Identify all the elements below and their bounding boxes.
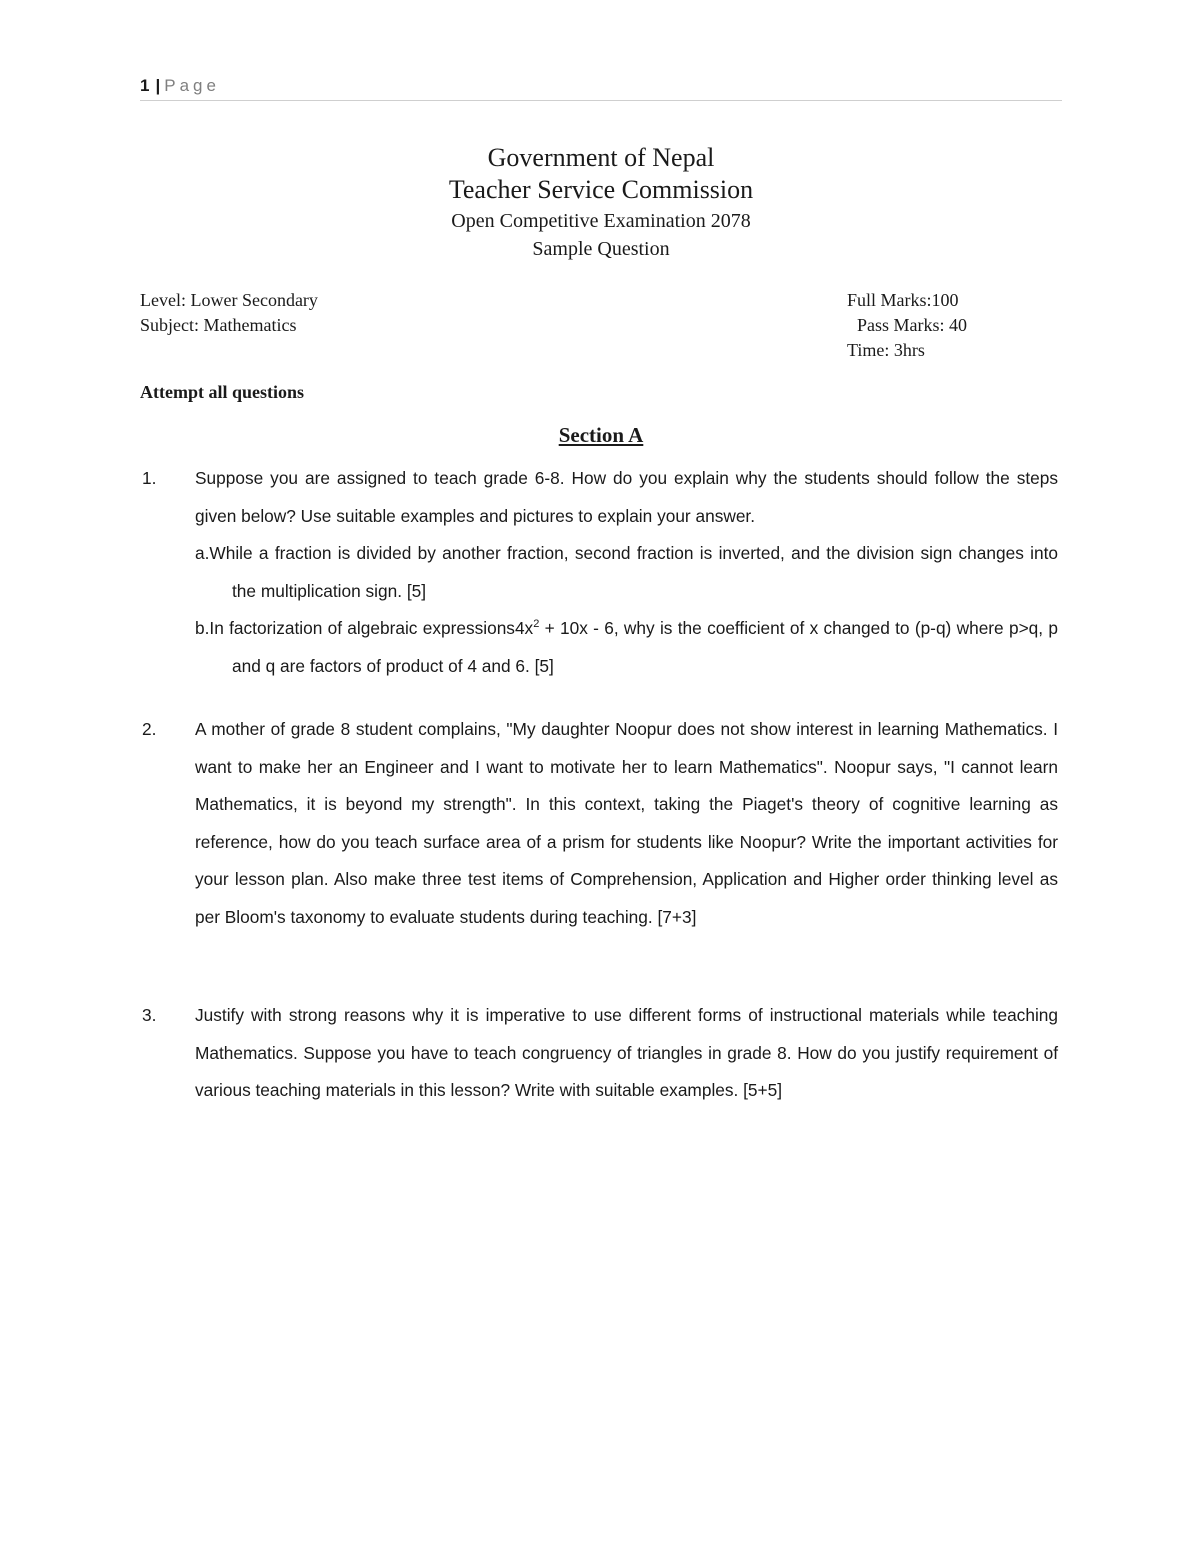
sub-question-b — [195, 610, 1058, 685]
meta-time: Time: 3hrs — [847, 340, 925, 360]
question-3 — [140, 997, 1058, 1110]
meta-level: Level: Lower Secondary — [140, 290, 318, 310]
meta-full-marks: Full Marks:100 — [847, 290, 959, 310]
instruction: Attempt all questions — [140, 382, 305, 402]
question-number: 1. — [142, 468, 157, 488]
question-2 — [140, 711, 1058, 936]
sub-question-a — [195, 535, 1058, 610]
page-separator: | — [155, 76, 161, 95]
page-number: 1 — [140, 76, 150, 95]
sub-question-text: While a fraction is divided by another fraction, second fraction is inverted, and the division sign changes into the multiplication sign. [5] — [209, 543, 1058, 601]
question-number: 2. — [142, 719, 157, 739]
meta-subject: Subject: Mathematics — [140, 315, 297, 335]
title-government: Government of Nepal — [487, 143, 715, 172]
question-text: Justify with strong reasons why it is imperative to use different forms of instructional materials while teaching Mathematics. Suppose you have to teach congruency of triangles in grade 8. How do you justify requirement of various teaching materials in this lesson? Write with suitable examples. [5+5] — [195, 1005, 1058, 1100]
title-commission: Teacher Service Commission — [448, 175, 754, 204]
sub-question-label: b. — [195, 618, 210, 638]
question-1 — [140, 460, 1058, 685]
exponent: 2 — [533, 618, 540, 630]
title-examination: Open Competitive Examination 2078 — [451, 210, 751, 232]
question-text: A mother of grade 8 student complains, "My daughter Noopur does not show interest in learning Mathematics. I want to make her an Engineer and I want to motivate her to learn Mathematics". Noopur says, "I cannot learn Mathematics, it is beyond my strength". In this context, taking the Piaget's theory of cognitive learning as reference, how do you teach surface area of a prism for students like Noopur? Write the important activities for your lesson plan. Also make three test items of Comprehension, Application and Higher order thinking level as per Bloom's taxonomy to evaluate students during teaching. [7+3] — [195, 719, 1058, 927]
question-text: Suppose you are assigned to teach grade 6-8. How do you explain why the students should follow the steps given below? Use suitable examples and pictures to explain your answer. — [195, 468, 1058, 526]
meta-pass-marks: Pass Marks: 40 — [857, 315, 968, 335]
section-heading: Section A — [558, 423, 644, 447]
title-sample-question: Sample Question — [532, 238, 670, 260]
sub-question-text-continued: + 10x - 6, why is the coefficient of x changed to (p-q) where p>q, p and q are factors of product of 4 and 6. [5] — [232, 618, 1058, 676]
page-word: Page — [164, 76, 220, 95]
sub-question-label: a. — [195, 543, 210, 563]
question-number: 3. — [142, 1005, 157, 1025]
title-block — [140, 142, 1062, 263]
sub-question-text: In factorization of algebraic expressions4x — [209, 618, 534, 638]
page-header — [140, 74, 1062, 101]
